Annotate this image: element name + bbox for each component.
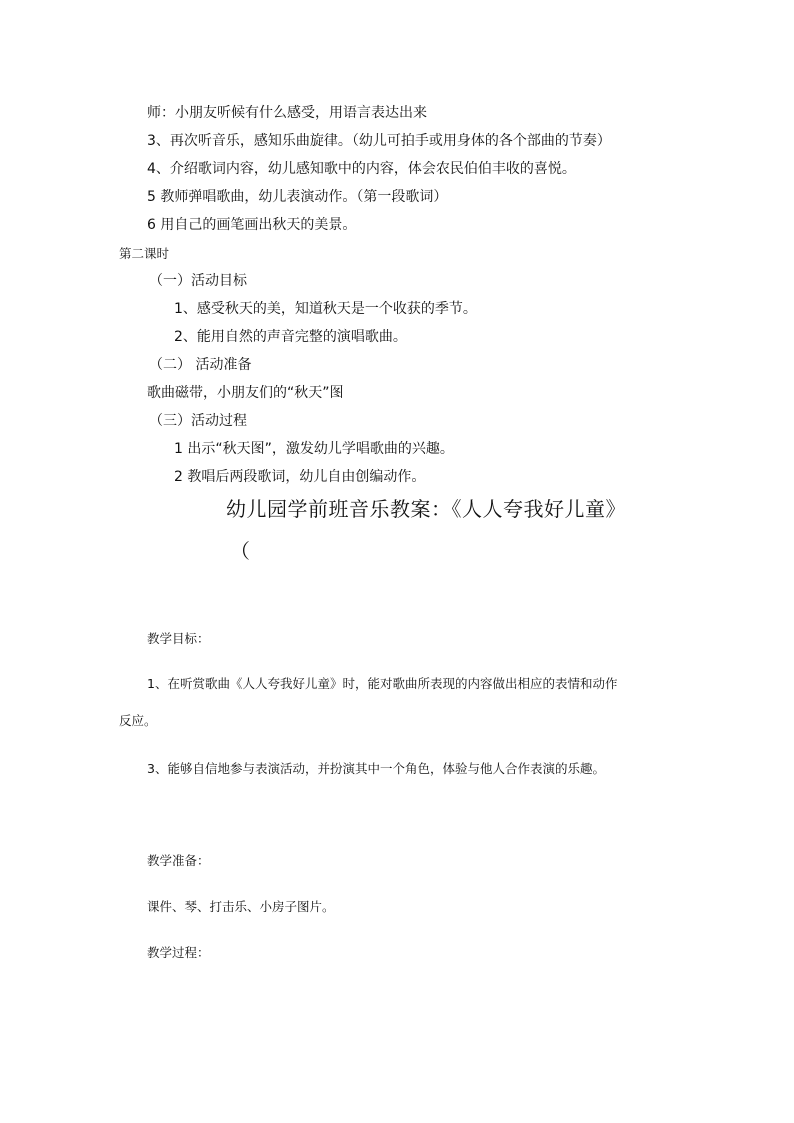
teacher-prompt-line: 师：小朋友听候有什么感受，用语言表达出来: [147, 105, 427, 121]
goals-heading: （一）活动目标: [149, 273, 247, 289]
step-3-line: 3、再次听音乐，感知乐曲旋律。（幼儿可拍手或用身体的各个部曲的节奏）: [147, 133, 611, 149]
title-paren: （: [230, 539, 251, 563]
teaching-goal-3: 3、能够自信地参与表演活动，并扮演其中一个角色，体验与他人合作表演的乐趣。: [147, 761, 605, 776]
process-item-2: 2 教唱后两段歌词，幼儿自由创编动作。: [174, 469, 426, 485]
teaching-process-label: 教学过程：: [147, 945, 210, 960]
goal-item-1: 1、感受秋天的美，知道秋天是一个收获的季节。: [174, 301, 477, 317]
prep-text: 歌曲磁带，小朋友们的“秋天”图: [147, 385, 344, 401]
teaching-goals-label: 教学目标：: [147, 631, 210, 646]
teaching-goal-1: 1、在听赏歌曲《人人夸我好儿童》时，能对歌曲所表现的内容做出相应的表情和动作: [147, 676, 618, 691]
prep-heading: （二） 活动准备: [149, 357, 252, 373]
teaching-prep-label: 教学准备：: [147, 853, 210, 868]
step-6-line: 6 用自己的画笔画出秋天的美景。: [147, 217, 357, 233]
lesson2-heading: 第二课时: [119, 246, 170, 261]
goal-item-2: 2、能用自然的声音完整的演唱歌曲。: [174, 329, 407, 345]
teaching-prep-text: 课件、琴、打击乐、小房子图片。: [147, 899, 335, 914]
process-item-1: 1 出示“秋天图”，激发幼儿学唱歌曲的兴趣。: [174, 441, 454, 457]
process-heading: （三）活动过程: [149, 413, 247, 429]
step-5-line: 5 教师弹唱歌曲，幼儿表演动作。（第一段歌词）: [147, 189, 448, 205]
step-4-line: 4、介绍歌词内容，幼儿感知歌中的内容，体会农民伯伯丰收的喜悦。: [147, 161, 576, 177]
teaching-goal-1-cont: 反应。: [119, 713, 157, 728]
lesson-plan-title: 幼儿园学前班音乐教案：《人人夸我好儿童》: [226, 497, 626, 521]
